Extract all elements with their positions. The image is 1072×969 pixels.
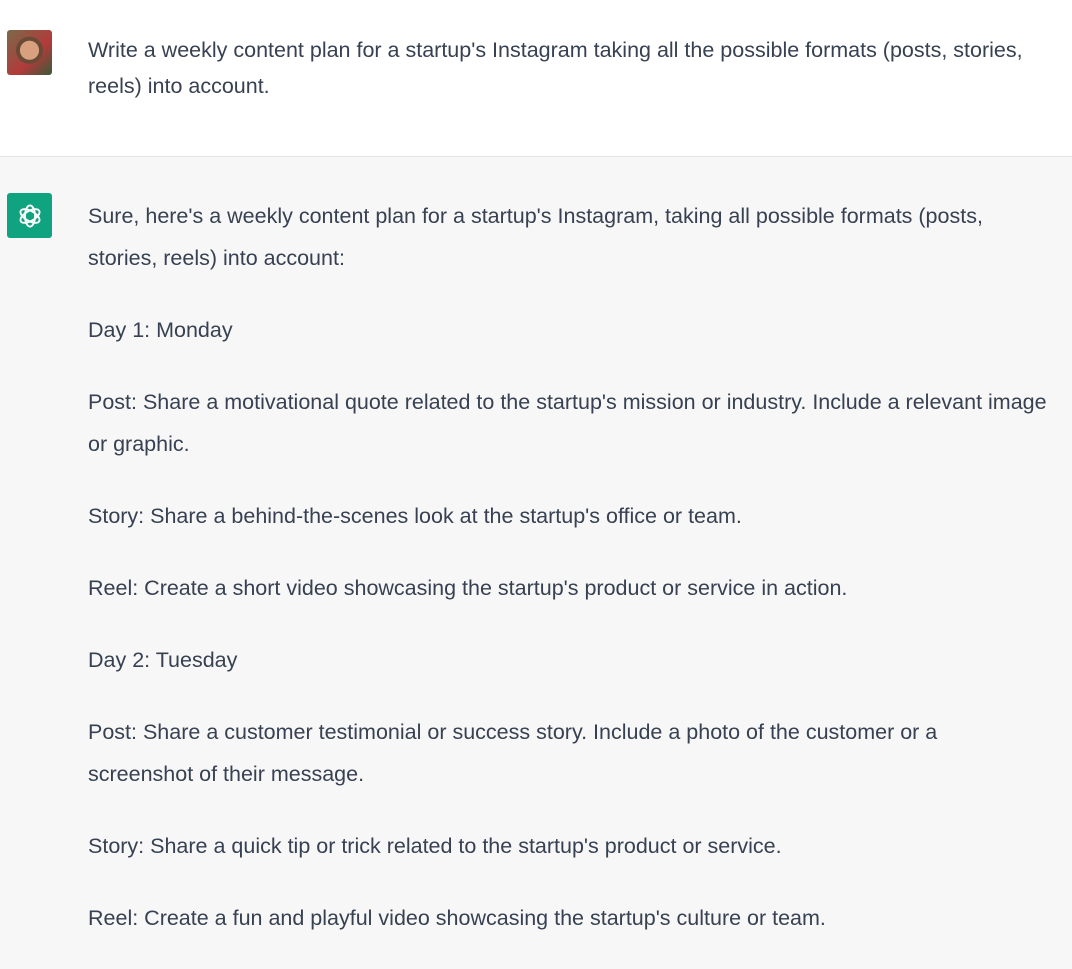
paragraph: Day 2: Tuesday — [88, 648, 238, 672]
paragraph: Story: Share a behind-the-scenes look at the startup's office or team. — [88, 504, 742, 528]
paragraph: Reel: Create a short video showcasing the startup's product or service in action. — [88, 576, 848, 600]
openai-logo-icon — [7, 193, 52, 238]
paragraph: Sure, here's a weekly content plan for a startup's Instagram, taking all possible formats (posts, stories, reels) into account: — [88, 204, 983, 270]
user-message-text: Write a weekly content plan for a startup's Instagram taking all the possible formats (posts, stories, reels) into account. — [88, 38, 1023, 98]
user-message-row — [0, 0, 1072, 157]
paragraph: Reel: Create a fun and playful video showcasing the startup's culture or team. — [88, 906, 826, 930]
assistant-message-text — [88, 195, 1048, 969]
user-avatar — [7, 30, 52, 75]
paragraph: Post: Share a motivational quote related to the startup's mission or industry. Include a relevant image or graphic. — [88, 390, 1047, 456]
paragraph: Story: Share a quick tip or trick related to the startup's product or service. — [88, 834, 782, 858]
paragraph: Day 1: Monday — [88, 318, 233, 342]
paragraph: Post: Share a customer testimonial or success story. Include a photo of the customer or a screenshot of their message. — [88, 720, 938, 786]
